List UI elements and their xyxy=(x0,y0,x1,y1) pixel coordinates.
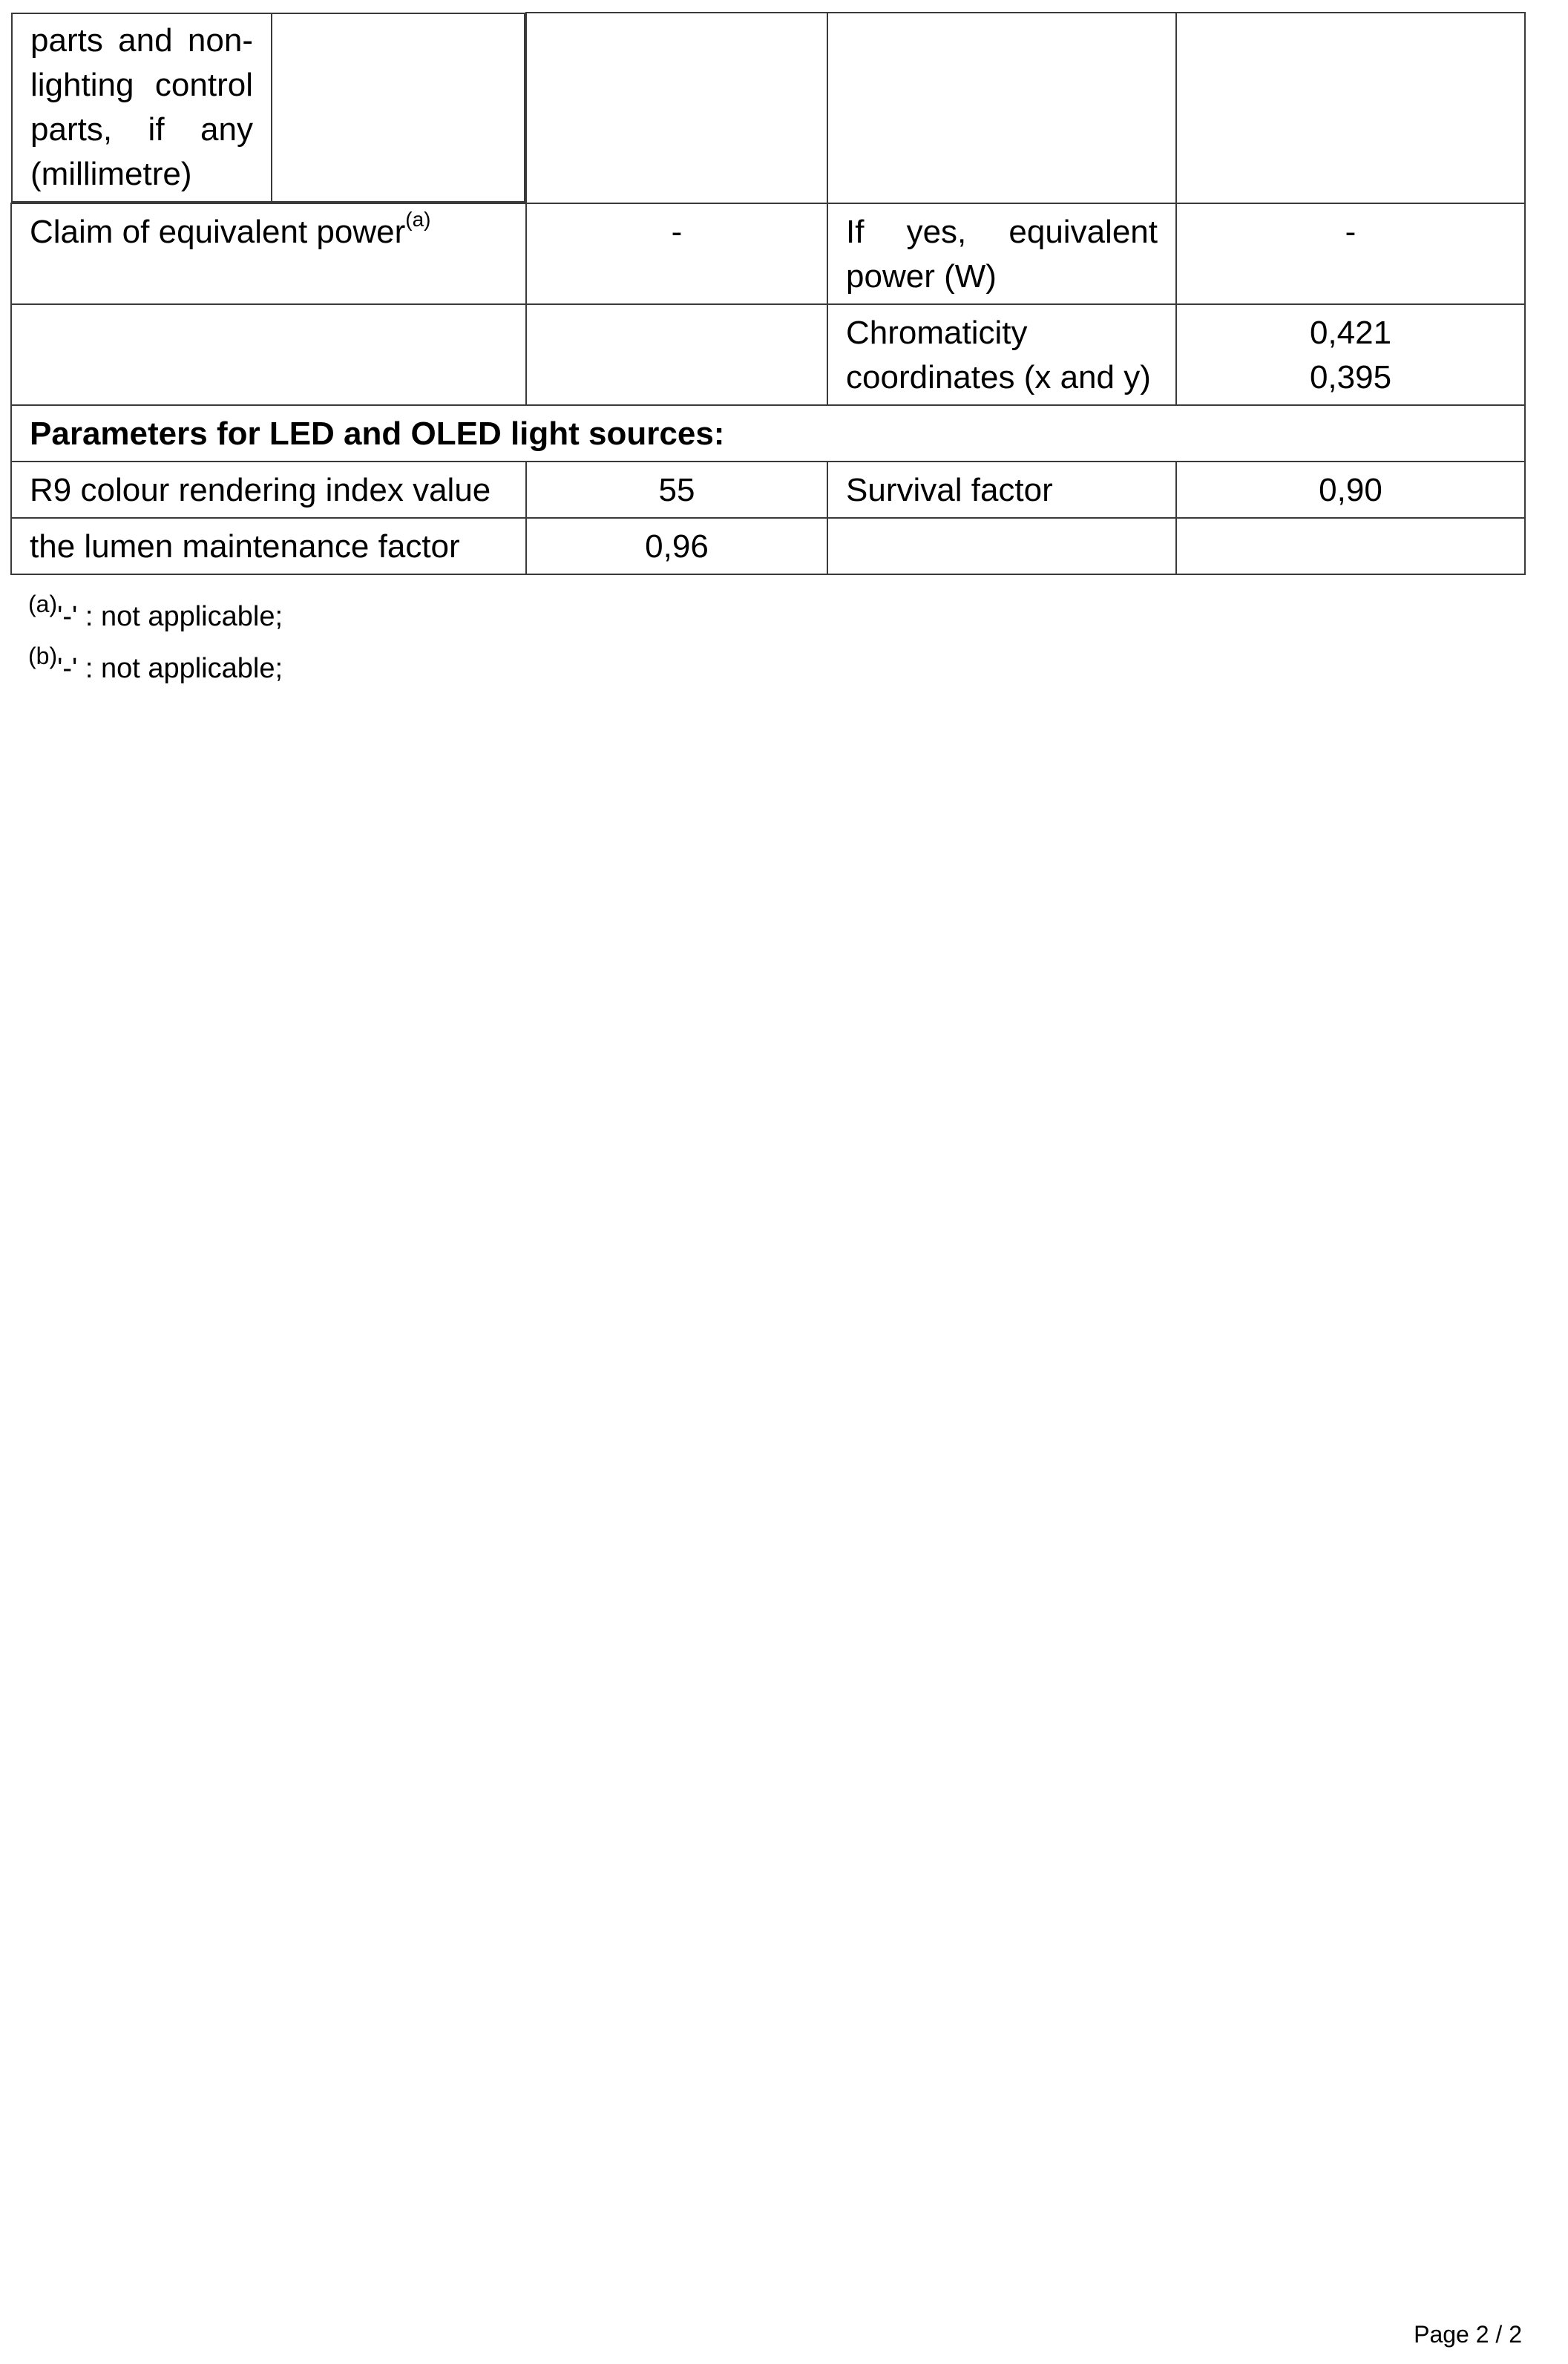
footnote-b-marker: (b) xyxy=(28,643,58,670)
footnote-b-text: '-' : not applicable; xyxy=(57,653,283,684)
chromaticity-label: Chromaticity coordinates (x and y) xyxy=(827,304,1176,405)
equivalent-power-w-value: - xyxy=(1176,203,1525,304)
equivalent-power-claim-value: - xyxy=(526,203,827,304)
led-oled-section-heading: Parameters for LED and OLED light sources: xyxy=(11,405,1525,462)
footnote-a-text: '-' : not applicable; xyxy=(57,601,283,632)
r9-value: 55 xyxy=(526,462,827,518)
table-row xyxy=(11,462,1525,518)
table-row xyxy=(11,518,1525,574)
footnote-a-marker: (a) xyxy=(28,591,58,618)
table-row xyxy=(11,13,1525,203)
chromaticity-y-value: 0,395 xyxy=(1309,359,1392,395)
table-cell-equivalent-power-label xyxy=(11,203,526,304)
survival-factor-value: 0,90 xyxy=(1176,462,1525,518)
table-cell-empty xyxy=(11,304,526,405)
dimensions-value xyxy=(272,14,524,201)
footnotes xyxy=(28,591,283,695)
table-cell-empty xyxy=(827,518,1176,574)
table-row xyxy=(11,304,1525,405)
footnote-a xyxy=(28,591,283,643)
table-cell-empty xyxy=(827,13,1176,203)
lumen-maintenance-label: the lumen maintenance factor xyxy=(11,518,526,574)
table-row xyxy=(11,203,1525,304)
dimensions-label: parts and non-lighting control parts, if any (millimetre) xyxy=(13,14,272,201)
chromaticity-values xyxy=(1176,304,1525,405)
table-cell-dimensions-label xyxy=(11,13,525,203)
table-cell-empty xyxy=(1176,13,1525,203)
survival-factor-label: Survival factor xyxy=(827,462,1176,518)
r9-label: R9 colour rendering index value xyxy=(11,462,526,518)
table-cell-empty xyxy=(1176,518,1525,574)
equivalent-power-label: Claim of equivalent power xyxy=(30,214,406,250)
footnote-ref-a: (a) xyxy=(405,208,431,232)
table-cell-empty xyxy=(526,13,827,203)
equivalent-power-w-label: If yes, equivalent power (W) xyxy=(827,203,1176,304)
chromaticity-x-value: 0,421 xyxy=(1309,315,1392,351)
lumen-maintenance-value: 0,96 xyxy=(526,518,827,574)
page-number: Page 2 / 2 xyxy=(1414,2321,1522,2348)
product-info-table xyxy=(10,12,1526,575)
footnote-b xyxy=(28,643,283,695)
table-row xyxy=(11,405,1525,462)
table-cell-empty xyxy=(526,304,827,405)
